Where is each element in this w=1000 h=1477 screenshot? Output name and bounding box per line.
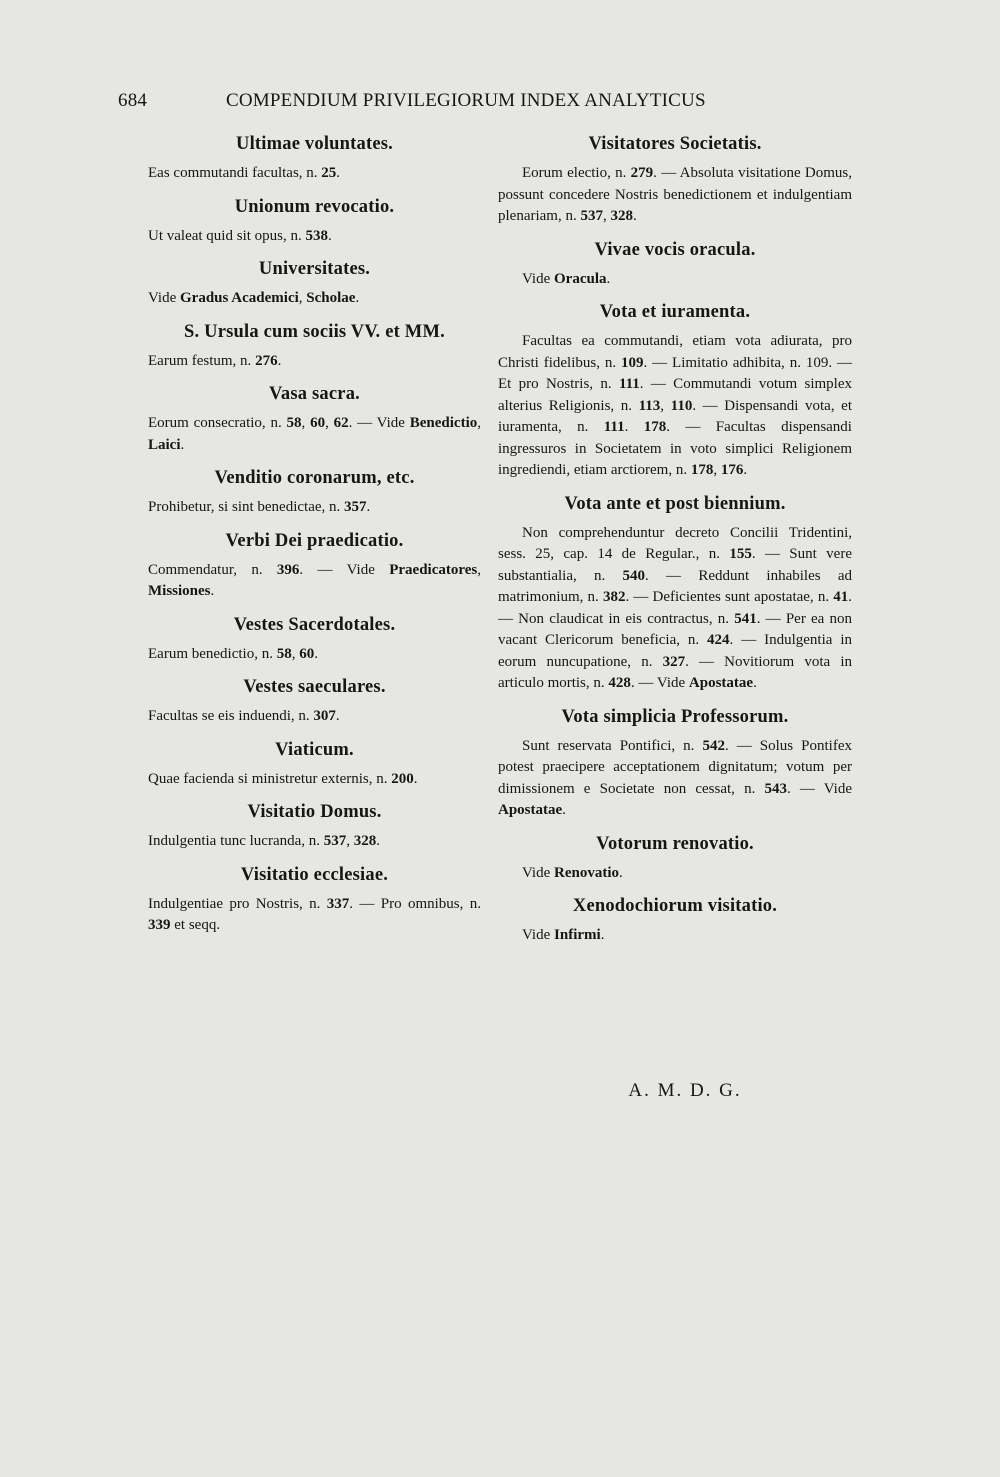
index-entry: [498, 238, 852, 291]
running-title: COMPENDIUM PRIVILEGIORUM INDEX ANALYTICUS: [226, 90, 706, 111]
entry-heading: Ultimae voluntates.: [236, 134, 393, 154]
index-entry: [148, 863, 481, 937]
entry-body: Vide Renovatio.: [522, 864, 623, 881]
entry-heading: Vestes Sacerdotales.: [233, 614, 396, 635]
entry-body: Facultas ea commutandi, etiam vota adiurata, pro Christi fidelibus, n. 109. — Limitatio adhibita, n. 109. — Et pro Nostris, n. 111. — Commutandi votum simplex alterius Religionis, n. 113, 110. — Dispensandi vota, et iuramenta, n. 111. 178. — Facultas dispensandi ingressuros in Societatem in voto simplici Religionem ingrediendi, etiam arctiorem, n. 178, 176.: [498, 333, 853, 478]
entry-body: Prohibetur, si sint benedictae, n. 357.: [148, 499, 371, 515]
index-entry: [498, 492, 852, 695]
index-entry: [148, 675, 481, 728]
entry-heading: S. Ursula cum sociis VV. et MM.: [184, 321, 445, 342]
entry-heading: Vota et iuramenta.: [599, 302, 751, 322]
index-entry: [498, 132, 852, 228]
index-entry: [148, 466, 481, 519]
entry-heading: Venditio coronarum, etc.: [214, 468, 415, 488]
footer-text: A. M. D. G.: [628, 1080, 742, 1101]
index-entry: [498, 705, 852, 822]
index-entry: [498, 894, 852, 947]
index-entry: [148, 613, 481, 666]
entry-heading: Verbi Dei praedicatio.: [225, 530, 404, 551]
entry-heading: Vasa sacra.: [269, 384, 360, 404]
entry-heading: Unionum revocatio.: [234, 196, 395, 217]
entry-heading: Vivae vocis oracula.: [594, 239, 756, 260]
index-entry: [148, 382, 481, 456]
index-entry: [148, 132, 481, 185]
entry-body: Sunt reservata Pontifici, n. 542. — Solus Pontifex potest praecipere acceptationem dignitatum; votum per dimissionem e Societate non cessat, n. 543. — Vide Apostatae.: [498, 737, 852, 818]
entry-body: Indulgentia tunc lucranda, n. 537, 328.: [148, 833, 381, 849]
entry-body: Commendatur, n. 396. — Vide Praedicatores, Missiones.: [148, 561, 481, 599]
page-number: 684: [118, 90, 148, 111]
entry-heading: Vestes saeculares.: [243, 677, 386, 697]
entry-heading: Vota ante et post biennium.: [564, 493, 786, 514]
index-entry: [148, 738, 481, 791]
entry-body: Vide Infirmi.: [522, 927, 605, 943]
left-column: [148, 132, 481, 947]
index-entry: [498, 832, 852, 885]
entry-heading: Vota simplicia Professorum.: [561, 706, 789, 727]
entry-heading: Visitatio Domus.: [247, 802, 382, 822]
entry-body: Eas commutandi facultas, n. 25.: [148, 165, 341, 181]
entry-body: Vide Oracula.: [522, 270, 611, 287]
entry-heading: Xenodochiorum visitatio.: [572, 896, 778, 916]
entry-body: Ut valeat quid sit opus, n. 538.: [148, 227, 332, 244]
entry-body: Vide Gradus Academici, Scholae.: [148, 290, 360, 306]
entry-body: Earum festum, n. 276.: [148, 352, 282, 369]
index-entry: [148, 529, 481, 603]
index-entry: [498, 300, 852, 482]
index-entry: [148, 257, 481, 310]
entry-body: Earum benedictio, n. 58, 60.: [148, 645, 318, 662]
entry-heading: Visitatio ecclesiae.: [240, 864, 389, 885]
entry-heading: Votorum renovatio.: [596, 833, 754, 854]
entry-heading: Viaticum.: [275, 739, 354, 760]
index-entry: [148, 195, 481, 248]
entry-body: Eorum consecratio, n. 58, 60, 62. — Vide Benedictio, Laici.: [148, 415, 481, 453]
entry-body: Eorum electio, n. 279. — Absoluta visitatione Domus, possunt concedere Nostris benedictionem et indulgentiam plenariam, n. 537, 328.: [498, 165, 852, 224]
right-column: [498, 132, 852, 957]
entry-heading: Visitatores Societatis.: [588, 134, 762, 154]
entry-body: Quae facienda si ministretur externis, n. 200.: [148, 770, 418, 787]
entry-heading: Universitates.: [258, 259, 371, 279]
footer-motto: [0, 1080, 1000, 1102]
entry-body: Indulgentiae pro Nostris, n. 337. — Pro omnibus, n. 339 et seqq.: [148, 895, 481, 933]
entry-body: Facultas se eis induendi, n. 307.: [148, 708, 340, 724]
entry-body: Non comprehenduntur decreto Concilii Tridentini, sess. 25, cap. 14 de Regular., n. 155. — Sunt vere substantialia, n. 540. — Reddunt inhabiles ad matrimonium, n. 382. — Deficientes sunt apostatae, n. 41. — Non claudicat in eis contractus, n. 541. — Per ea non vacant Clericorum beneficia, n. 424. — Indulgentia in eorum nuncupatione, n. 327. — Novitiorum vota in articulo mortis, n. 428. — Vide Apostatae.: [498, 524, 853, 691]
index-entry: [148, 800, 481, 853]
index-entry: [148, 320, 481, 373]
